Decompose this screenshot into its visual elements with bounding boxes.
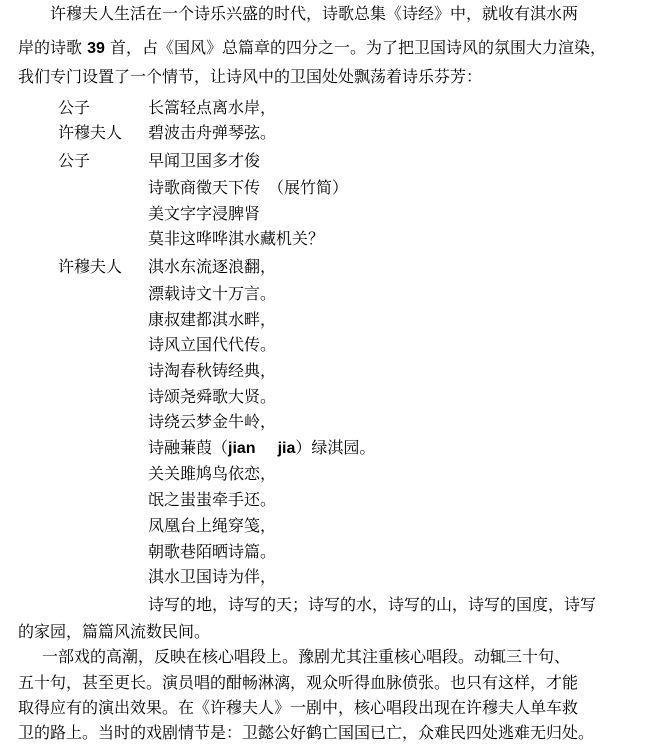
verse-line: 氓之蚩蚩牵手还。 — [148, 490, 277, 509]
verse-line: 漂载诗文十万言。 — [148, 284, 277, 303]
verse-line: 诗绕云梦金牛岭， — [148, 412, 277, 431]
verse-line: 的家园，篇篇风流数民间。 — [18, 622, 211, 641]
verse-line: 长篙轻点离水岸， — [148, 98, 277, 117]
speaker-gongzi: 公子 — [58, 98, 91, 117]
verse-part: ）绿淇园。 — [295, 438, 376, 457]
verse-line: 朝歌巷陌晒诗篇。 — [148, 542, 277, 561]
pinyin-jian: jian — [228, 440, 256, 457]
verse-line: 诗淘春秋铸经典， — [148, 361, 277, 380]
intro-line-2-part-a: 岸的诗歌 — [18, 38, 88, 57]
verse-line: 淇水卫国诗为伴， — [148, 567, 277, 586]
pinyin-jia: jia — [277, 440, 296, 457]
verse-line: 诗颂尧舜歌大贤。 — [148, 387, 277, 406]
speaker-gongzi: 公子 — [58, 151, 91, 170]
verse-line: 碧波击舟弹琴弦。 — [148, 123, 277, 142]
verse-line: 关关雎鸠鸟依恋， — [148, 464, 277, 483]
body-para-line-4: 卫的路上。当时的戏剧情节是：卫懿公好鹤亡国国已亡，众难民四处逃难无归处。 — [18, 723, 595, 742]
body-para-line-3: 取得应有的演出效果。在《许穆夫人》一剧中，核心唱段出现在许穆夫人单车救 — [18, 698, 579, 717]
verse-line: 早闻卫国多才俊 — [148, 151, 261, 170]
verse-line: 诗歌商徵天下传 （展竹简） — [148, 178, 349, 197]
verse-part: 诗融蒹葭（ — [148, 438, 229, 457]
verse-line — [148, 436, 375, 460]
verse-line: 莫非这哗哗淇水藏机关？ — [148, 229, 325, 248]
verse-line: 诗写的地，诗写的天；诗写的水，诗写的山，诗写的国度，诗写 — [148, 595, 597, 614]
intro-line-2 — [18, 36, 638, 60]
verse-line: 淇水东流逐浪翻， — [148, 257, 277, 276]
body-para-line-1: 一部戏的高潮，反映在核心唱段上。豫剧尤其注重核心唱段。动辄三十句、 — [42, 647, 571, 666]
verse-line: 凤凰台上绳穿笺， — [148, 516, 277, 535]
intro-line-3: 我们专门设置了一个情节，让诗风中的卫国处处飘荡着诗乐芬芳： — [18, 67, 483, 86]
speaker-xumu-furen: 许穆夫人 — [58, 257, 123, 276]
verse-line: 美文字字浸脾肾 — [148, 204, 261, 223]
intro-line-2-part-b: 首，占《国风》总篇章的四分之一。为了把卫国诗风的氛围大力渲染， — [104, 38, 606, 57]
intro-line-2-number: 39 — [87, 40, 105, 57]
speaker-xumu-furen: 许穆夫人 — [58, 123, 123, 142]
verse-line: 诗风立国代代传。 — [148, 335, 277, 354]
verse-line: 康叔建都淇水畔， — [148, 310, 277, 329]
body-para-line-2: 五十句，甚至更长。演员唱的酣畅淋漓，观众听得血脉偾张。也只有这样，才能 — [18, 673, 579, 692]
intro-line-1: 许穆夫人生活在一个诗乐兴盛的时代，诗歌总集《诗经》中，就收有淇水两 — [50, 4, 579, 23]
